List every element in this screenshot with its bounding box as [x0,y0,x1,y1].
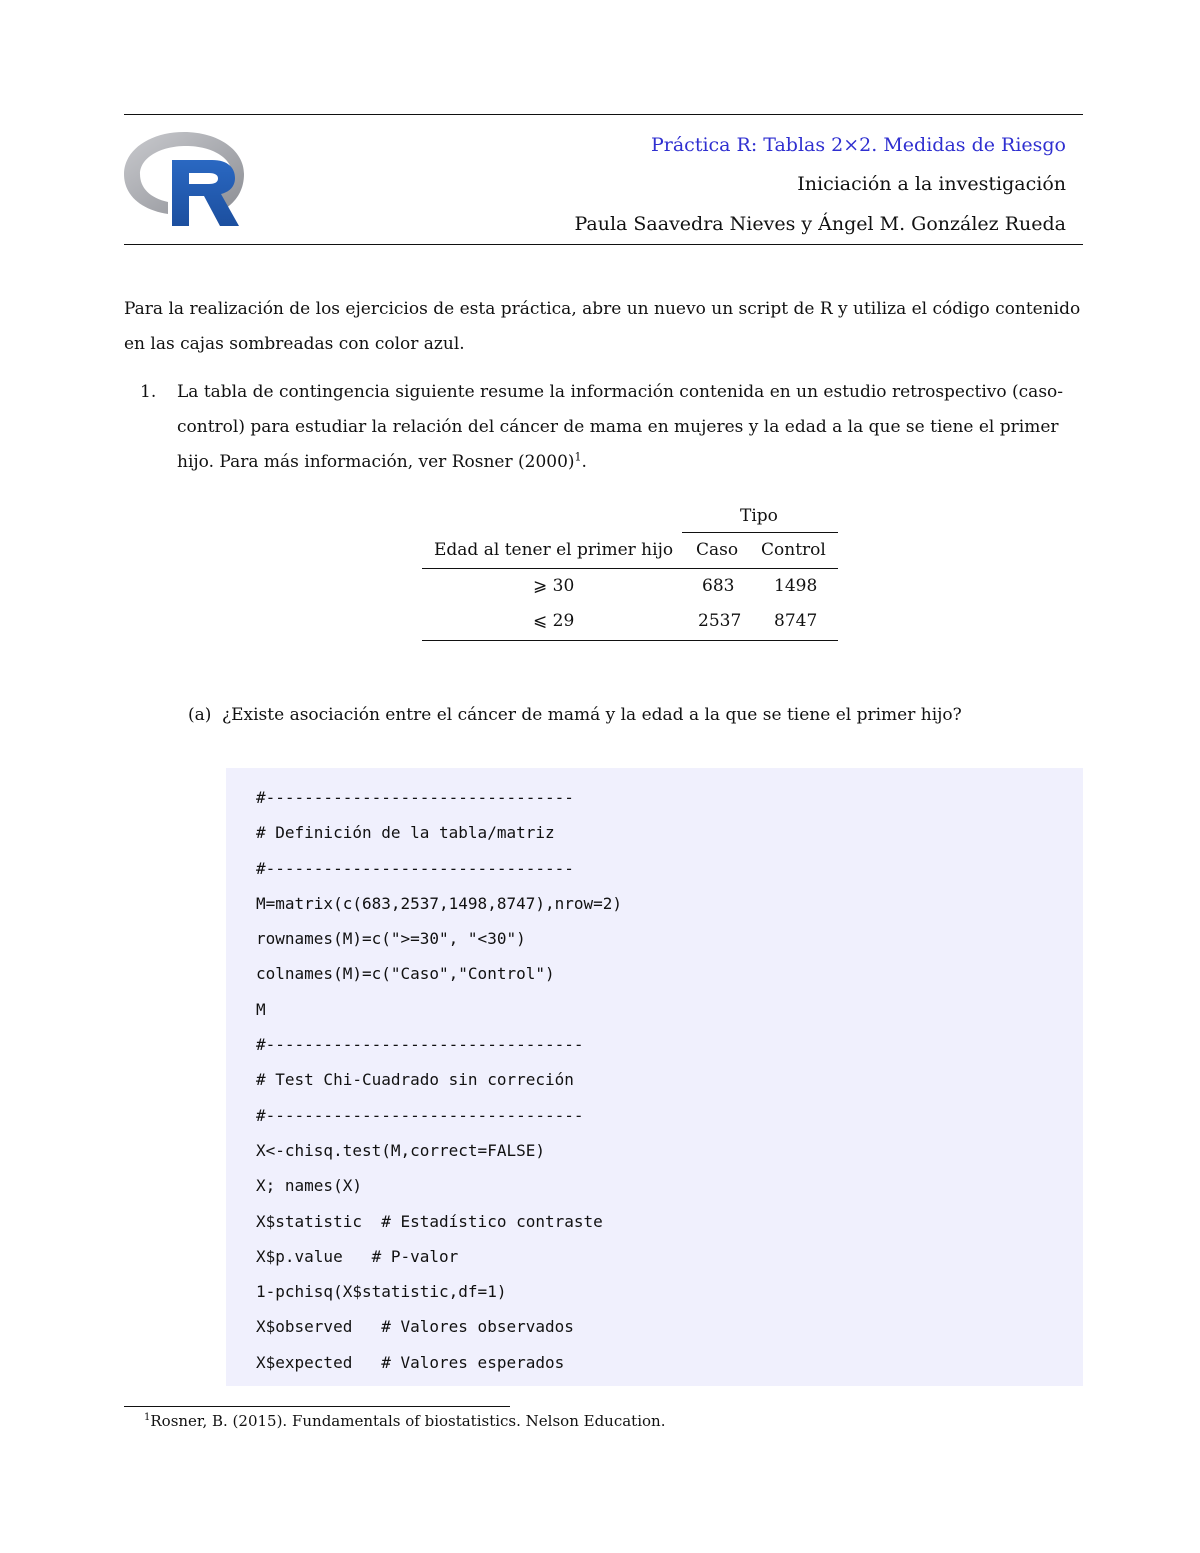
table-row-label: ⩾ 30 [533,576,575,596]
r-logo-icon [122,130,246,228]
table-cell: 683 [702,576,735,596]
col-header-control: Control [761,540,826,560]
header-bottom-rule [124,244,1083,245]
header-top-rule [124,114,1083,115]
table-group-header: Tipo [740,506,778,526]
table-cell: 1498 [774,576,818,596]
code-line: #-------------------------------- [256,858,574,878]
code-line: # Definición de la tabla/matriz [256,823,555,843]
code-line: M [256,999,266,1019]
code-line: #--------------------------------- [256,1105,584,1125]
footnote-mark: 1 [144,1412,151,1423]
table-cell: 8747 [774,611,818,631]
exercise-trailing: . [581,452,587,472]
code-line: #--------------------------------- [256,1035,584,1055]
code-line: #-------------------------------- [256,788,574,807]
table-row-header: Edad al tener el primer hijo [434,540,674,560]
code-line: X$statistic # Estadístico contraste [256,1211,603,1231]
question-a [188,700,962,730]
footnote-rule [124,1406,510,1407]
code-line: colnames(M)=c("Caso","Control") [256,964,555,984]
code-line: rownames(M)=c(">=30", "<30") [256,929,526,949]
code-line: M=matrix(c(683,2537,1498,8747),nrow=2) [256,893,623,913]
question-label: (a) [188,705,212,725]
table-cell: 2537 [698,611,742,631]
footnote [144,1412,665,1430]
exercise-body: La tabla de contingencia siguiente resume la información contenida en un estudio retrospectivo (caso-control) para estudiar la relación del cáncer de mama en mujeres y la edad a la que se tiene el primer hijo. Para más información, ver Rosner (2000) [177,382,1064,472]
code-line: X$expected # Valores esperados [256,1352,565,1372]
footnote-ref: 1 [574,450,582,464]
group-underline [682,532,838,533]
exercise-number: 1. [140,382,157,402]
code-line: # Test Chi-Cuadrado sin correción [256,1070,574,1090]
table-row-label: ⩽ 29 [533,611,575,631]
code-line: 1-pchisq(X$statistic,df=1) [256,1282,507,1302]
bottom-rule [422,640,838,641]
document-title: Práctica R: Tablas 2×2. Medidas de Riesgo [650,134,1066,156]
authors: Paula Saavedra Nieves y Ángel M. González Rueda [574,213,1066,235]
code-box[interactable] [226,768,1083,1386]
code-block[interactable] [256,780,622,1380]
intro-paragraph: Para la realización de los ejercicios de esta práctica, abre un nuevo un script de R y utiliza el código contenido en las cajas sombreadas con color azul. [124,299,1081,354]
contingency-table [422,500,838,642]
course-name: Iniciación a la investigación [797,173,1066,195]
exercise-text [177,375,1083,480]
footnote-text: Rosner, B. (2015). Fundamentals of biostatistics. Nelson Education. [150,1412,666,1430]
code-line: X; names(X) [256,1176,362,1196]
code-line: X$observed # Valores observados [256,1317,574,1337]
col-header-caso: Caso [696,540,739,560]
header-rule [422,568,838,569]
code-line: X$p.value # P-valor [256,1246,459,1266]
question-text: ¿Existe asociación entre el cáncer de mamá y la edad a la que se tiene el primer hijo? [222,705,962,725]
code-line: X<-chisq.test(M,correct=FALSE) [256,1140,545,1160]
